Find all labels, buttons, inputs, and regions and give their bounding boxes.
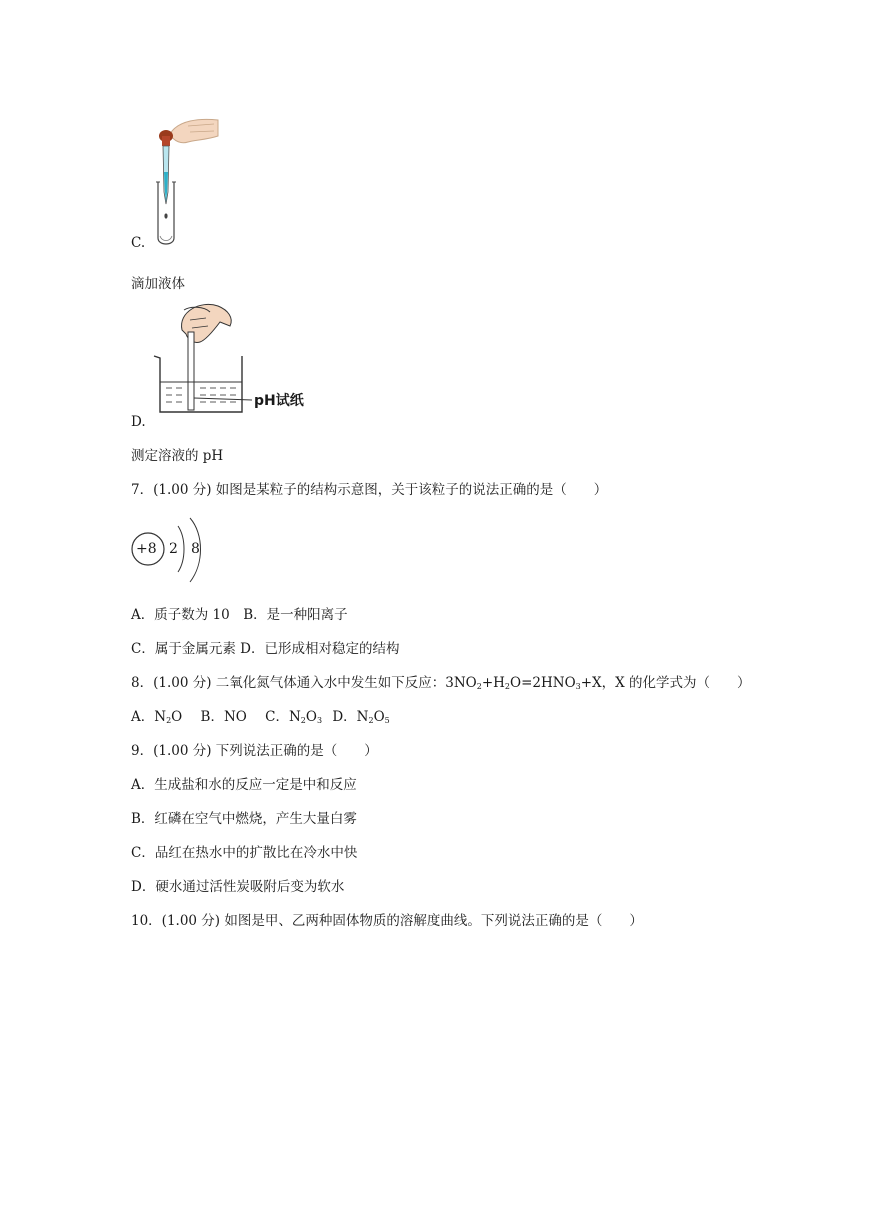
question-7-options-cd: C．属于金属元素 D．已形成相对稳定的结构: [131, 641, 400, 657]
option-c: C．$N_2O_3$: [265, 709, 323, 725]
atom-structure-diagram: [128, 512, 218, 590]
ph-test-beaker-figure: [148, 300, 304, 420]
question-9-stem: 9．(1.00 分) 下列说法正确的是（ ）: [131, 743, 378, 759]
question-8-options: [131, 705, 390, 725]
shell-2-electrons: 8: [191, 541, 200, 557]
question-9-option-a: A．生成盐和水的反应一定是中和反应: [131, 777, 357, 793]
question-7-options-ab: A．质子数为 10 B．是一种阳离子: [131, 607, 348, 623]
option-b: B．NO: [200, 709, 247, 725]
option-d-letter: D.: [131, 414, 146, 430]
option-c-letter: C.: [131, 235, 146, 251]
option-c-caption: 滴加液体: [131, 276, 185, 292]
question-8-stem: 8．(1.00 分) 二氧化氮气体通入水中发生如下反应：$3NO_2+H_2O=2HNO_3+X$，X 的化学式为（ ）: [131, 675, 751, 691]
dropper-test-tube-figure: [148, 112, 228, 252]
ph-paper-label: pH试纸: [254, 393, 304, 409]
shell-1-electrons: 2: [169, 541, 178, 557]
question-7-stem: 7．(1.00 分) 如图是某粒子的结构示意图，关于该粒子的说法正确的是（ ）: [131, 482, 608, 498]
option-d-caption: 测定溶液的 pH: [131, 448, 224, 464]
question-9-option-c: C．品红在热水中的扩散比在冷水中快: [131, 845, 358, 861]
question-9-option-b: B．红磷在空气中燃烧，产生大量白雾: [131, 811, 357, 827]
option-d: D．$N_2O_5$: [332, 709, 390, 725]
nucleus-charge: +8: [136, 541, 157, 557]
question-10-stem: 10．(1.00 分) 如图是甲、乙两种固体物质的溶解度曲线。下列说法正确的是（ ）: [131, 913, 643, 929]
question-9-option-d: D．硬水通过活性炭吸附后变为软水: [131, 879, 345, 895]
option-a: A．$N_2O$: [131, 709, 183, 725]
